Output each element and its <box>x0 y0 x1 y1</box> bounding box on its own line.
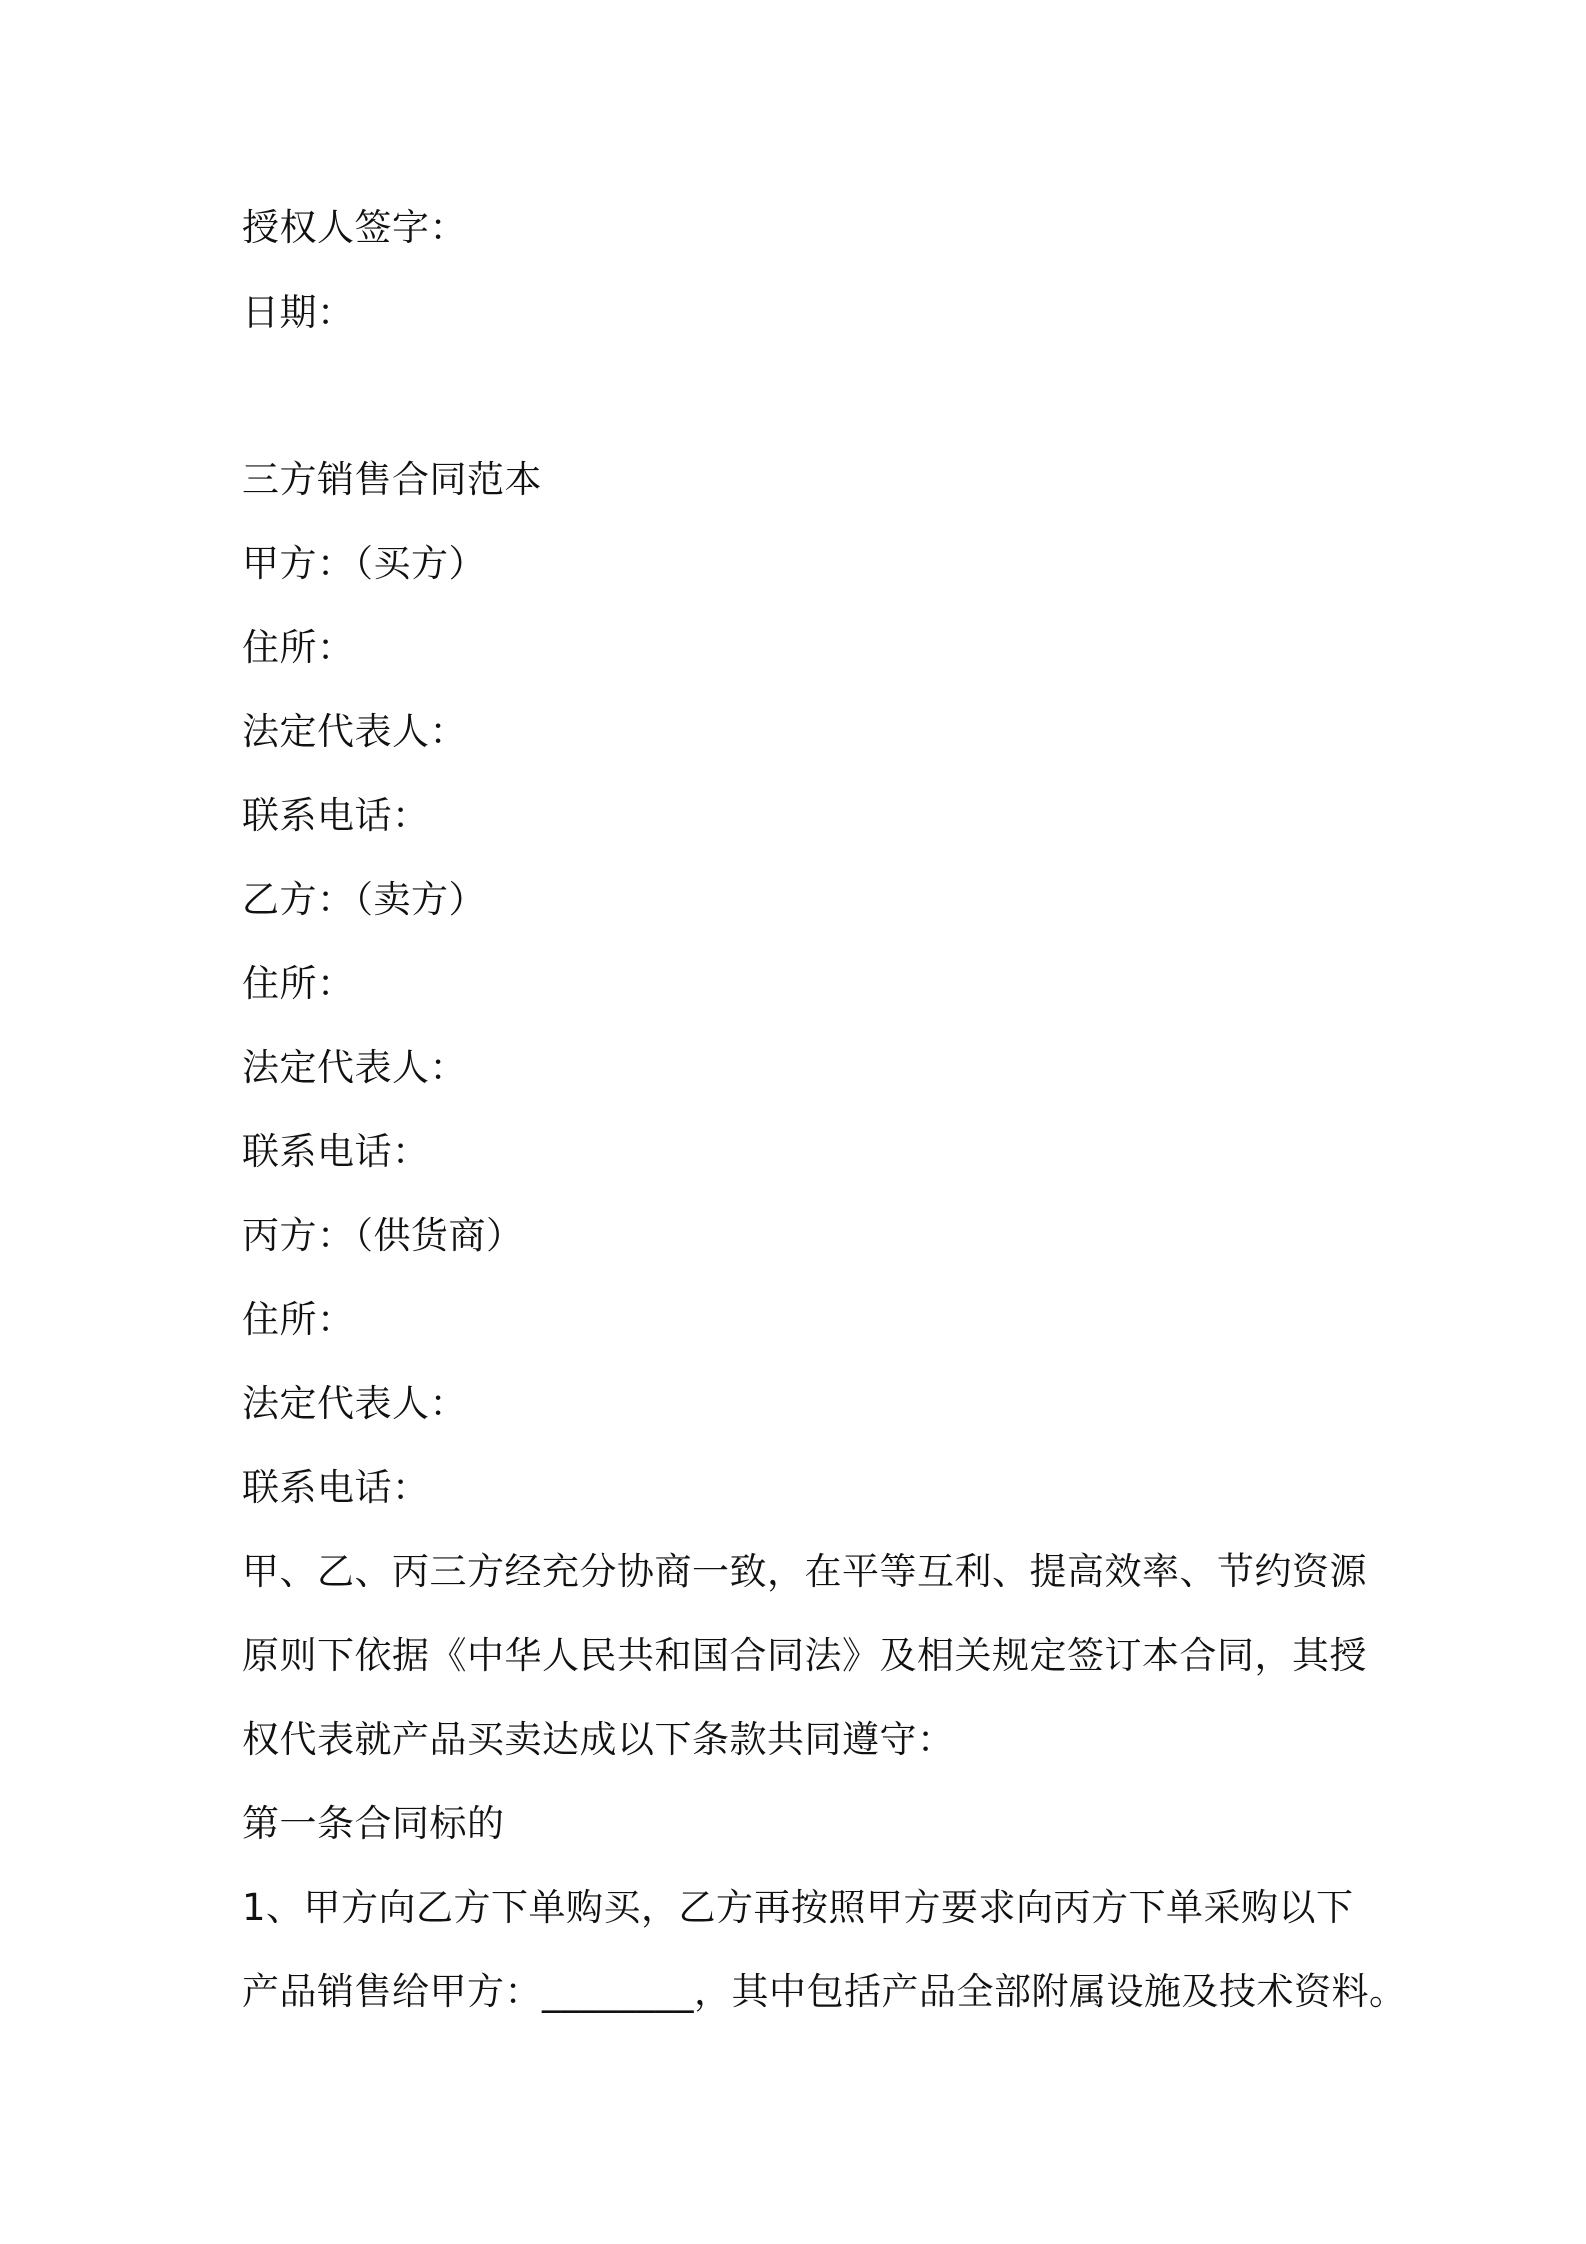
preamble-line: 权代表就产品买卖达成以下条款共同遵守： <box>242 1718 955 1761</box>
party-a-phone: 联系电话： <box>242 794 430 837</box>
date-label: 日期： <box>242 291 355 334</box>
preamble-line: 甲、乙、丙三方经充分协商一致，在平等互利、提高效率、节约资源 <box>242 1550 1367 1593</box>
article-1-clause-1-line: 产品销售给甲方：________，其中包括产品全部附属设施及技术资料。 <box>242 1970 1407 2013</box>
party-b-address: 住所： <box>242 962 355 1005</box>
party-c-representative: 法定代表人： <box>242 1382 467 1425</box>
party-c-heading: 丙方：（供货商） <box>242 1214 524 1257</box>
party-b-phone: 联系电话： <box>242 1130 430 1173</box>
signature-label: 授权人签字： <box>242 206 467 249</box>
article-1-clause-1-line: 1、甲方向乙方下单购买，乙方再按照甲方要求向丙方下单采购以下 <box>242 1886 1354 1929</box>
contract-title: 三方销售合同范本 <box>242 458 542 501</box>
party-a-address: 住所： <box>242 626 355 669</box>
preamble-line: 原则下依据《中华人民共和国合同法》及相关规定签订本合同，其授 <box>242 1634 1367 1677</box>
party-a-heading: 甲方：（买方） <box>242 542 486 585</box>
party-b-representative: 法定代表人： <box>242 1046 467 1089</box>
party-c-phone: 联系电话： <box>242 1466 430 1509</box>
party-a-representative: 法定代表人： <box>242 710 467 753</box>
party-c-address: 住所： <box>242 1298 355 1341</box>
article-1-heading: 第一条合同标的 <box>242 1802 505 1845</box>
party-b-heading: 乙方：（卖方） <box>242 878 486 921</box>
